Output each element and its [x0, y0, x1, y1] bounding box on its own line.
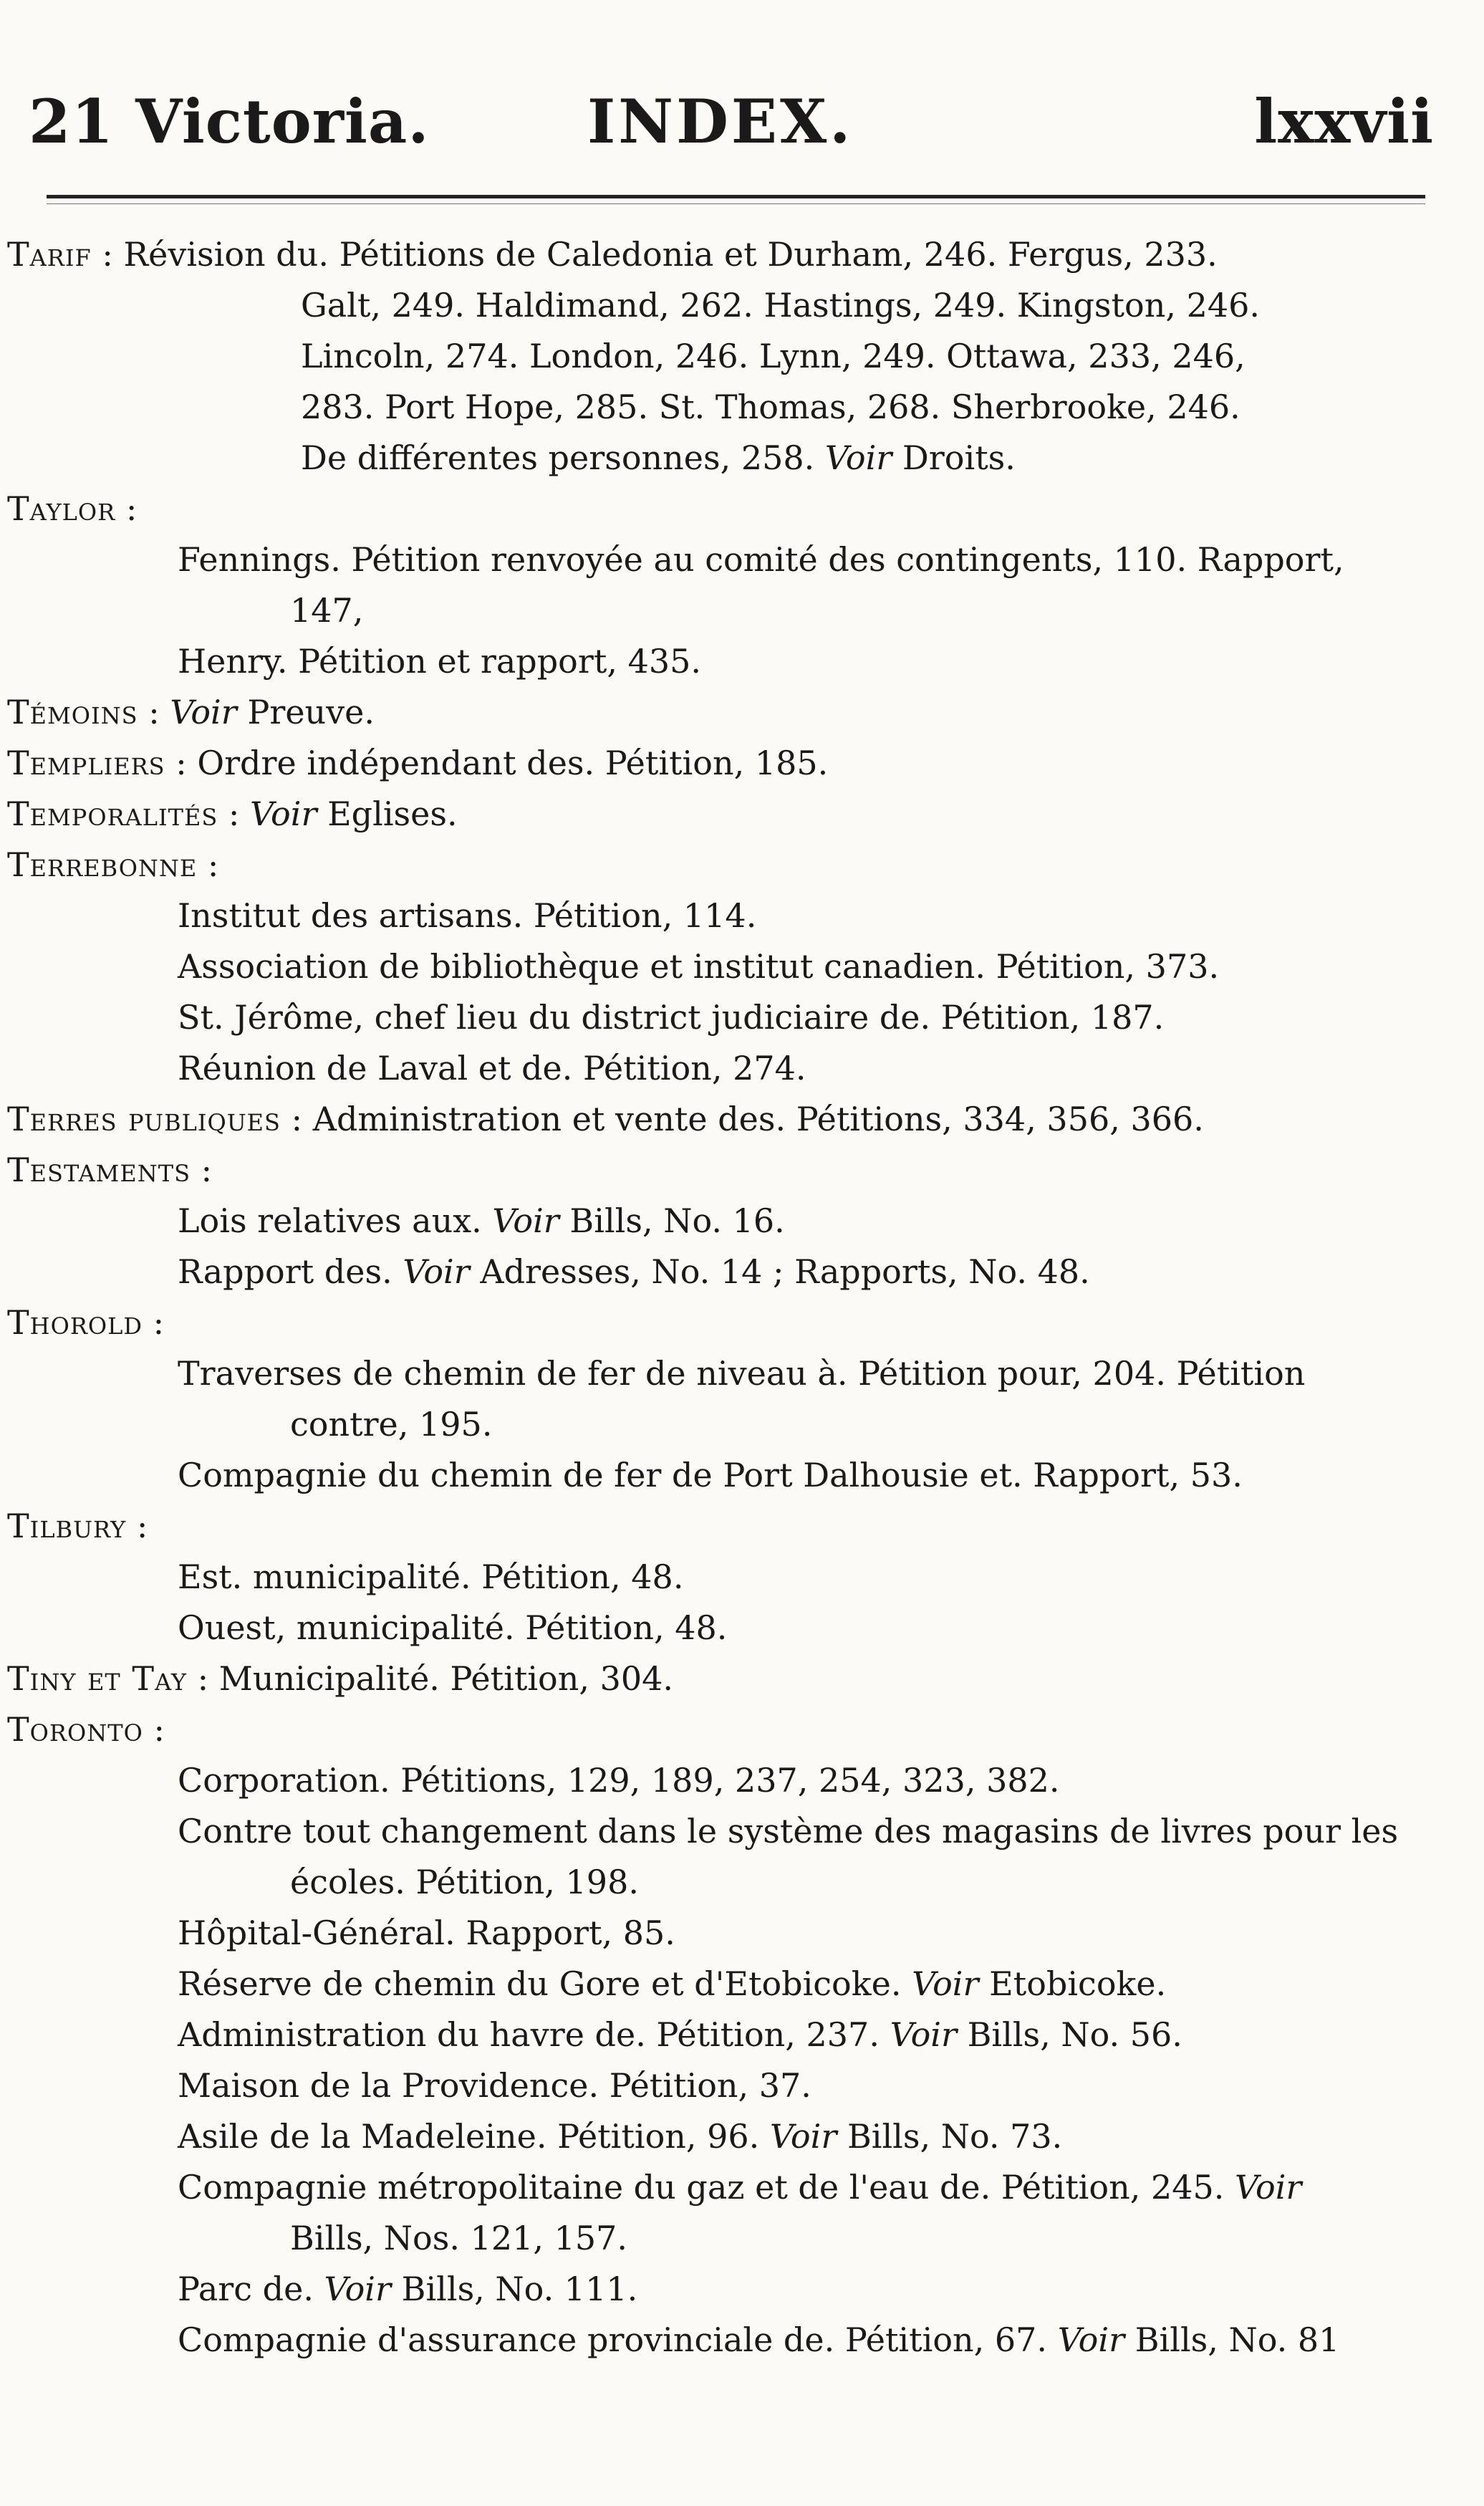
sub-entry-wrap: 147,: [290, 591, 364, 630]
voir-reference: Voir: [1235, 2168, 1302, 2207]
index-entry-taylor: Taylor : Fennings. Pétition renvoyée au comité des contingents, 110. Rapport, 147, Henry. Pétition et rapport, 435.: [0, 484, 1484, 687]
index-entry-temoins: Témoins : Voir Preuve.: [7, 693, 375, 731]
sub-entry: Compagnie du chemin de fer de Port Dalhousie et. Rapport, 53.: [178, 1456, 1243, 1494]
index-entry-tarif: Tarif : Révision du. Pétitions de Caledonia et Durham, 246. Fergus, 233. Galt, 249. Haldimand, 262. Hastings, 249. Kingston, 246. Lincoln, 274. London, 246. Lynn, 249. Ottawa, 233, 246, 283. Port Hope, 285. St. Thomas, 268. Sherbrooke, 246. De différentes personnes, 258. Voir Droits.: [0, 229, 1484, 484]
sub-entry: Maison de la Providence. Pétition, 37.: [178, 2066, 811, 2105]
header-rule-thin: [47, 203, 1425, 204]
sub-entry: Est. municipalité. Pétition, 48.: [178, 1557, 684, 1596]
index-entry-terrebonne: Terrebonne : Institut des artisans. Pétition, 114. Association de bibliothèque et institut canadien. Pétition, 373. St. Jérôme, chef lieu du district judiciaire de. Pétition, 187. Réunion de Laval et de. Pétition, 274.: [0, 840, 1484, 1094]
entry-heading: Tarif: [7, 235, 92, 274]
entry-line: Galt, 249. Haldimand, 262. Hastings, 249. Kingston, 246.: [301, 286, 1261, 325]
sub-entry: Lois relatives aux. Voir Bills, No. 16.: [178, 1201, 785, 1240]
sub-entry: Administration du havre de. Pétition, 237. Voir Bills, No. 56.: [178, 2015, 1182, 2054]
sub-entry-wrap: Bills, Nos. 121, 157.: [290, 2219, 628, 2257]
sub-entry: Réunion de Laval et de. Pétition, 274.: [178, 1049, 806, 1088]
sub-entry: Rapport des. Voir Adresses, No. 14 ; Rapports, No. 48.: [178, 1252, 1090, 1291]
voir-reference: Voir: [1057, 2320, 1125, 2359]
voir-reference: Voir: [492, 1201, 559, 1240]
index-entry-testaments: Testaments : Lois relatives aux. Voir Bills, No. 16. Rapport des. Voir Adresses, No. 14 ; Rapports, No. 48.: [0, 1145, 1484, 1297]
entry-line: Révision du. Pétitions de Caledonia et Durham, 246. Fergus, 233.: [123, 235, 1218, 274]
index-entries: [0, 229, 1484, 2366]
entry-heading: Taylor: [7, 489, 116, 528]
entry-heading: Temporalités: [7, 794, 218, 833]
voir-reference: Voir: [912, 1964, 979, 2003]
index-entry-terres-publiques: Terres publiques : Administration et vente des. Pétitions, 334, 356, 366.: [7, 1100, 1204, 1138]
entry-line: Voir Preuve.: [170, 693, 375, 731]
index-entry-temporalites: Temporalités : Voir Eglises.: [7, 794, 458, 833]
page-header: [0, 86, 1484, 165]
sub-entry: St. Jérôme, chef lieu du district judiciaire de. Pétition, 187.: [178, 998, 1165, 1037]
entry-heading: Tilbury: [7, 1507, 127, 1545]
sub-entry: Henry. Pétition et rapport, 435.: [178, 642, 701, 681]
header-rule: [47, 195, 1425, 198]
voir-reference: Voir: [769, 2117, 837, 2156]
entry-heading: Testaments: [7, 1151, 191, 1189]
entry-line: 283. Port Hope, 285. St. Thomas, 268. Sherbrooke, 246.: [301, 388, 1240, 426]
index-entry-tilbury: Tilbury : Est. municipalité. Pétition, 48. Ouest, municipalité. Pétition, 48.: [0, 1501, 1484, 1653]
sub-entry: Institut des artisans. Pétition, 114.: [178, 896, 757, 935]
voir-reference: Voir: [890, 2015, 957, 2054]
running-head-left: 21 Victoria.: [29, 86, 430, 157]
entry-heading: Tiny et Tay: [7, 1659, 188, 1698]
entry-line: Administration et vente des. Pétitions, 334, 356, 366.: [312, 1100, 1204, 1138]
index-entry-tiny-et-tay: Tiny et Tay : Municipalité. Pétition, 304.: [7, 1659, 674, 1698]
sub-entry: Contre tout changement dans le système des magasins de livres pour les: [178, 1812, 1399, 1850]
index-entry-thorold: Thorold : Traverses de chemin de fer de niveau à. Pétition pour, 204. Pétition contre, 195. Compagnie du chemin de fer de Port Dalhousie et. Rapport, 53.: [0, 1297, 1484, 1501]
sub-entry: Traverses de chemin de fer de niveau à. Pétition pour, 204. Pétition: [178, 1354, 1306, 1393]
entry-heading: Témoins: [7, 693, 138, 731]
entry-heading: Thorold: [7, 1303, 143, 1342]
running-head-title: INDEX.: [587, 86, 854, 157]
sub-entry: Association de bibliothèque et institut canadien. Pétition, 373.: [178, 947, 1220, 986]
entry-line: Voir Eglises.: [250, 794, 458, 833]
page-number: lxxvii: [1254, 86, 1434, 157]
voir-reference: Voir: [403, 1252, 470, 1291]
entry-heading: Terrebonne: [7, 845, 198, 884]
entry-line: Lincoln, 274. London, 246. Lynn, 249. Ottawa, 233, 246,: [301, 337, 1246, 375]
voir-reference: Voir: [170, 693, 237, 731]
sub-entry: Réserve de chemin du Gore et d'Etobicoke. Voir Etobicoke.: [178, 1964, 1167, 2003]
entry-heading: Templiers: [7, 744, 165, 782]
voir-reference: Voir: [250, 794, 317, 833]
sub-entry: Ouest, municipalité. Pétition, 48.: [178, 1608, 728, 1647]
sub-entry: Corporation. Pétitions, 129, 189, 237, 254, 323, 382.: [178, 1761, 1060, 1800]
sub-entry-wrap: écoles. Pétition, 198.: [290, 1863, 639, 1901]
entry-heading: Toronto: [7, 1710, 143, 1749]
index-entry-toronto: Toronto : Corporation. Pétitions, 129, 189, 237, 254, 323, 382. Contre tout changement dans le système des magasins de livres pour les écoles. Pétition, 198. Hôpital-Général. Rapport, 85. Réserve de chemin du Gore et d'Etobicoke. Voir Etobicoke. Administration du havre de. Pétition, 237. Voir Bills, No. 56. Maison de la Providence. Pétition, 37. Asile de la Madeleine. Pétition, 96. Voir Bills, No. 73. Compagnie métropolitaine du gaz et de l'eau de. Pétition, 245. Voir Bills, Nos. 121, 157. Parc de. Voir Bills, No. 111. Compagnie d'assurance provinciale de. Pétition, 67. Voir Bills, No. 81: [0, 1704, 1484, 2366]
sub-entry: Asile de la Madeleine. Pétition, 96. Voir Bills, No. 73.: [178, 2117, 1063, 2156]
sub-entry: Fennings. Pétition renvoyée au comité des contingents, 110. Rapport,: [178, 540, 1344, 579]
sub-entry: Parc de. Voir Bills, No. 111.: [178, 2270, 638, 2308]
index-entry-templiers: Templiers : Ordre indépendant des. Pétition, 185.: [7, 744, 829, 782]
entry-line: De différentes personnes, 258. Voir Droits.: [301, 438, 1016, 477]
entry-heading: Terres publiques: [7, 1100, 281, 1138]
sub-entry: Compagnie métropolitaine du gaz et de l'eau de. Pétition, 245. Voir: [178, 2168, 1302, 2207]
sub-entry-wrap: contre, 195.: [290, 1405, 493, 1444]
voir-reference: Voir: [824, 438, 892, 477]
voir-reference: Voir: [324, 2270, 392, 2308]
sub-entry: Compagnie d'assurance provinciale de. Pétition, 67. Voir Bills, No. 81: [178, 2320, 1340, 2359]
entry-line: Ordre indépendant des. Pétition, 185.: [197, 744, 829, 782]
entry-line: Municipalité. Pétition, 304.: [218, 1659, 674, 1698]
sub-entry: Hôpital-Général. Rapport, 85.: [178, 1914, 675, 1952]
